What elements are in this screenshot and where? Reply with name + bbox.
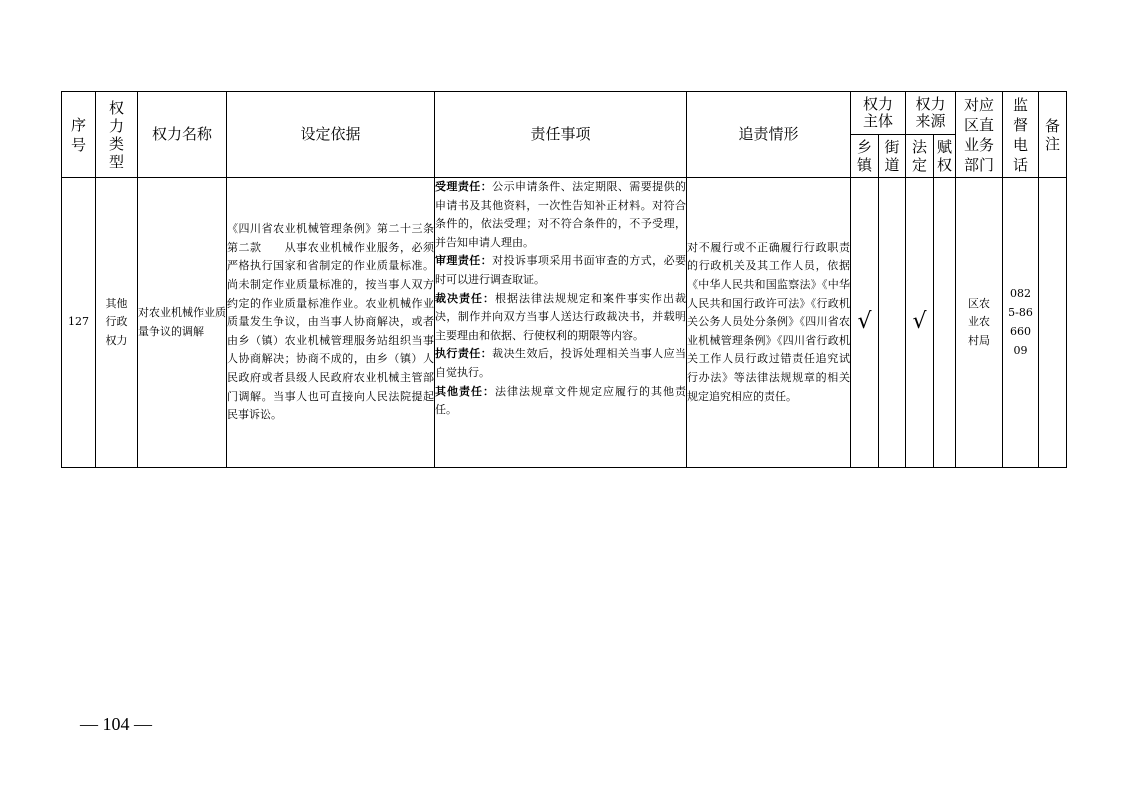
table-row <box>62 178 1067 468</box>
header-subject-street: 街道 <box>879 135 906 178</box>
cell-note <box>1039 178 1067 468</box>
header-basis: 设定依据 <box>227 92 435 178</box>
cell-name: 对农业机械作业质量争议的调解 <box>138 178 227 468</box>
header-duty: 责任事项 <box>435 92 687 178</box>
header-source-statutory: 法定 <box>906 135 934 178</box>
cell-duty <box>435 178 687 468</box>
duty-item: 审理责任：对投诉事项采用书面审查的方式，必要时可以进行调查取证。 <box>435 254 687 286</box>
duty-item: 受理责任：公示申请条件、法定期限、需要提供的申请书及其他资料，一次性告知补正材料。对符合条件的，依法受理；对不符合条件的，不予受理，并告知申请人理由。 <box>435 180 687 249</box>
header-subject-town: 乡镇 <box>851 135 879 178</box>
duty-item: 其他责任：法律法规章文件规定应履行的其他责任。 <box>435 384 686 417</box>
header-note: 备注 <box>1039 92 1067 178</box>
header-dept: 对应区直业务部门 <box>956 92 1003 178</box>
cell-phone: 0825-8666009 <box>1003 178 1039 468</box>
cell-statutory-check: √ <box>906 178 934 468</box>
header-subject: 权力主体 <box>851 92 906 135</box>
cell-seq: 127 <box>62 178 96 468</box>
header-source: 权力来源 <box>906 92 956 135</box>
cell-granted <box>934 178 956 468</box>
header-type: 权力类型 <box>96 92 138 178</box>
header-phone: 监督电话 <box>1003 92 1039 178</box>
power-list-table <box>61 91 1067 468</box>
cell-accountability: 对不履行或不正确履行行政职责的行政机关及其工作人员，依据《中华人民共和国监察法》《中华人民共和国行政许可法》《行政机关公务人员处分条例》《四川省农业机械管理条例》《四川省行政机关工作人员行政过错责任追究试行办法》等法律法规规章的相关规定追究相应的责任。 <box>687 178 851 468</box>
page-number: — 104 — <box>80 714 152 734</box>
duty-item: 裁决责任：根据法律法规规定和案件事实作出裁决，制作并向双方当事人送达行政裁决书，并载明主要理由和依据、行使权利的期限等内容。 <box>435 291 686 342</box>
header-source-granted: 赋权 <box>934 135 956 178</box>
cell-dept: 区农业农村局 <box>956 178 1003 468</box>
cell-street <box>879 178 906 468</box>
header-accountability: 追责情形 <box>687 92 851 178</box>
header-seq: 序号 <box>62 92 96 178</box>
cell-type: 其他行政权力 <box>96 178 138 468</box>
cell-basis: 《四川省农业机械管理条例》第二十三条第二款 从事农业机械作业服务，必须严格执行国家和省制定的作业质量标准。尚未制定作业质量标准的，按当事人双方约定的作业质量标准作业。农业机械作业质量发生争议，由当事人协商解决，或者由乡（镇）农业机械管理服务站组织当事人协商解决；协商不成的，由乡（镇）人民政府或者县级人民政府农业机械主管部门调解。当事人也可直接向人民法院提起民事诉讼。 <box>227 178 435 468</box>
header-name: 权力名称 <box>138 92 227 178</box>
cell-town-check: √ <box>851 178 879 468</box>
duty-item: 执行责任：裁决生效后，投诉处理相关当事人应当自觉执行。 <box>435 347 687 379</box>
